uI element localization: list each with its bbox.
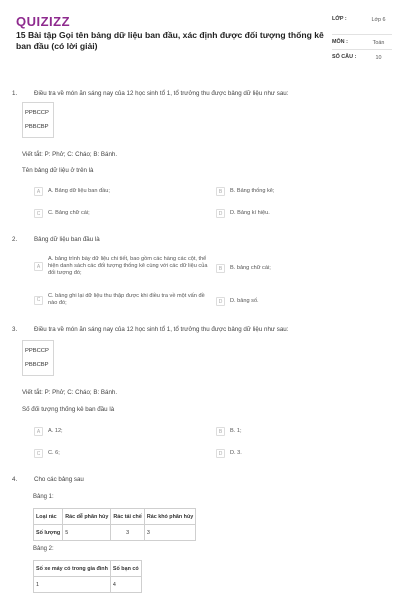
question-text: Cho các bảng sau	[34, 476, 84, 483]
question-number: 1.	[12, 90, 18, 97]
question-number: 4.	[12, 476, 18, 483]
option-text: C. Bảng chữ cái;	[48, 210, 90, 216]
data-line: PPBCCP	[25, 110, 49, 116]
table-cell: Rác tái chế	[111, 509, 144, 525]
brand-logo: QUIZIZZ	[16, 14, 71, 29]
option-letter: A	[34, 187, 43, 196]
question-text: Điều tra về món ăn sáng nay của 12 học sinh tổ 1, tổ trưởng thu được bảng dữ liệu như sau:	[34, 326, 289, 333]
table-row	[34, 577, 142, 593]
table-cell: 4	[110, 577, 141, 593]
count-value: 10	[375, 55, 382, 61]
option-letter: C	[34, 449, 43, 458]
table-header-row	[34, 561, 142, 577]
motorbike-table	[33, 560, 142, 593]
table-cell: 3	[144, 525, 195, 541]
subject-value: Toán	[372, 40, 385, 46]
table-cell: Số xe máy có trong gia đình	[34, 561, 111, 577]
data-line: PBBCBP	[25, 362, 49, 368]
question-number: 3.	[12, 326, 18, 333]
question-note: Viết tắt: P: Phở; C: Cháo; B: Bánh.	[22, 151, 118, 158]
table-cell: Rác khó phân hủy	[144, 509, 195, 525]
option-text: B. Bảng thống kê;	[230, 188, 275, 194]
data-table-box	[22, 102, 54, 138]
meta-count-row	[332, 50, 392, 65]
option-d[interactable]	[216, 297, 396, 306]
option-letter: D	[216, 209, 225, 218]
option-a[interactable]	[34, 187, 214, 196]
page-title: 15 Bài tập Gọi tên bảng dữ liệu ban đầu, xác định được đối tượng thống kê ban đầu (có lời giải)	[16, 30, 324, 51]
meta-subject-row	[332, 35, 392, 50]
option-text: B. bảng chữ cái;	[230, 265, 271, 271]
question-prompt: Số đối tượng thống kê ban đầu là	[22, 406, 115, 413]
option-c[interactable]	[34, 209, 214, 218]
option-a[interactable]	[34, 256, 214, 277]
option-text: A. Bảng dữ liệu ban đầu;	[48, 188, 110, 194]
meta-grade-row	[332, 12, 392, 35]
option-c[interactable]	[34, 293, 214, 307]
question-note: Viết tắt: P: Phở; C: Cháo; B: Bánh.	[22, 389, 118, 396]
option-text: D. bảng số.	[230, 298, 259, 304]
option-text: D. 3.	[230, 450, 242, 456]
table-cell: Số lượng	[34, 525, 63, 541]
option-b[interactable]	[216, 427, 396, 436]
table-cell: Rác dễ phân hủy	[63, 509, 111, 525]
question-text: Bảng dữ liệu ban đầu là	[34, 236, 100, 243]
question-number: 2.	[12, 236, 18, 243]
option-text: B. 1;	[230, 428, 242, 434]
option-b[interactable]	[216, 264, 396, 273]
table-cell: Số bạn có	[110, 561, 141, 577]
table-header-row	[34, 509, 196, 525]
option-letter: C	[34, 209, 43, 218]
table-cell: Loại rác	[34, 509, 63, 525]
option-letter: A	[34, 262, 43, 271]
option-a[interactable]	[34, 427, 214, 436]
grade-label: LỚP :	[332, 16, 347, 22]
table-cell: 5	[63, 525, 111, 541]
option-text: D. Bảng kí hiệu.	[230, 210, 270, 216]
data-line: PBBCBP	[25, 124, 49, 130]
data-line: PPBCCP	[25, 348, 49, 354]
meta-panel	[332, 12, 392, 65]
option-letter: C	[34, 296, 43, 305]
table-cell: 1	[34, 577, 111, 593]
option-d[interactable]	[216, 209, 396, 218]
option-letter: A	[34, 427, 43, 436]
table-row	[34, 525, 196, 541]
option-d[interactable]	[216, 449, 396, 458]
option-text: A. bảng trình bày dữ liệu chi tiết, bao gồm các hàng các cột, thể hiện danh sách các đối tượng thống kê cùng với các dữ liệu của đối tượng đó;	[48, 256, 208, 276]
option-b[interactable]	[216, 187, 396, 196]
count-label: SỐ CÂU :	[332, 54, 357, 60]
option-letter: D	[216, 297, 225, 306]
option-c[interactable]	[34, 449, 214, 458]
option-letter: B	[216, 427, 225, 436]
question-prompt: Tên bảng dữ liệu ở trên là	[22, 167, 94, 174]
option-letter: B	[216, 264, 225, 273]
question-text: Điều tra về món ăn sáng nay của 12 học sinh tổ 1, tổ trưởng thu được bảng dữ liệu như sau:	[34, 90, 289, 97]
table-cell: 3	[111, 525, 144, 541]
subject-label: MÔN :	[332, 39, 348, 45]
option-text: C. 6;	[48, 450, 60, 456]
option-text: C. bảng ghi lại dữ liệu thu thập được khi điều tra về một vấn đề nào đó;	[48, 293, 205, 306]
grade-value: Lớp 6	[371, 17, 386, 23]
table-label: Bảng 1:	[33, 494, 54, 500]
option-letter: B	[216, 187, 225, 196]
table-label: Bảng 2:	[33, 546, 54, 552]
option-text: A. 12;	[48, 428, 63, 434]
waste-table	[33, 508, 196, 541]
option-letter: D	[216, 449, 225, 458]
data-table-box	[22, 340, 54, 376]
